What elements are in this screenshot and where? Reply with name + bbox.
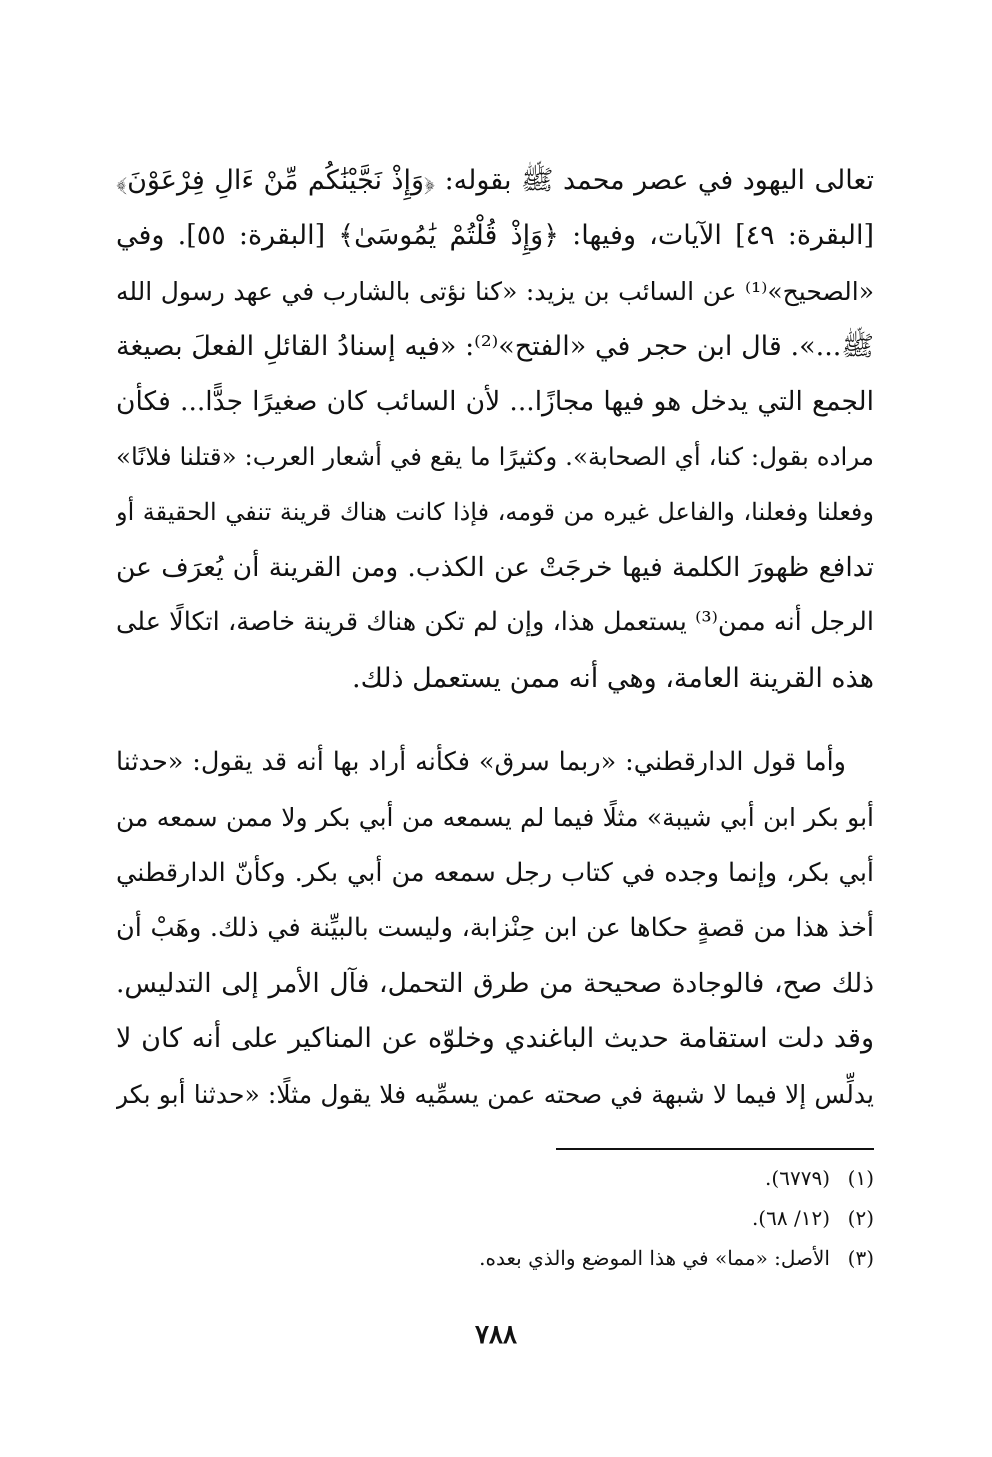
footnote-1	[116, 1158, 874, 1198]
text-line: تعالى اليهود في عصر محمد ﷺ بقوله: ﴿وَإِذْ نَجَّيْنَٰكُم مِّنْ ءَالِ فِرْعَوْنَ﴾	[116, 165, 874, 196]
page-number: ٧٨٨	[475, 1320, 517, 1350]
body-paragraph-1	[116, 153, 874, 706]
text-line: «الصحيح»⁽¹⁾ عن السائب بن يزيد: «كنا نؤتى بالشارب في عهد رسول الله	[116, 276, 874, 306]
text-line: الجمع التي يدخل هو فيها مجازًا... لأن السائب كان صغيرًا جدًّا... فكأن	[116, 386, 874, 418]
footnote-2	[116, 1198, 874, 1238]
text-line: تدافع ظهورَ الكلمة فيها خرجَتْ عن الكذب. ومن القرينة أن يُعرَف عن	[116, 552, 874, 584]
text-line: هذه القرينة العامة، وهي أنه ممن يستعمل ذلك.	[351, 662, 874, 694]
text-line: [البقرة: ٤٩] الآيات، وفيها: ﴿وَإِذْ قُلْتُمْ يَٰمُوسَىٰ﴾ [البقرة: ٥٥]. وفي	[116, 220, 874, 252]
footnote-text: الأصل: «مما» في هذا الموضع والذي بعده.	[479, 1246, 830, 1270]
text-line: أبي بكر، وإنما وجده في كتاب رجل سمعه من أبي بكر. وكأنّ الدارقطني	[116, 857, 874, 888]
footnote-3	[116, 1238, 874, 1278]
text-line: الرجل أنه ممن⁽³⁾ يستعمل هذا، وإن لم تكن هناك قرينة خاصة، اتكالًا على	[116, 607, 874, 638]
body-paragraph-2	[116, 735, 874, 1122]
text-line: ذلك صح، فالوجادة صحيحة من طرق التحمل، فآل الأمر إلى التدليس.	[116, 968, 874, 1000]
text-line: أخذ هذا من قصةٍ حكاها عن ابن حِنْزابة، وليست بالبيِّنة في ذلك. وهَبْ أن	[116, 912, 874, 943]
text-line: مراده بقول: كنا، أي الصحابة». وكثيرًا ما يقع في أشعار العرب: «قتلنا فلانًا»	[116, 442, 874, 472]
text-line: ﷺ...». قال ابن حجر في «الفتح»⁽²⁾: «فيه إسنادُ القائلِ الفعلَ بصيغة	[116, 330, 874, 362]
text-line: وفعلنا وفعلنا، والفاعل غيره من قومه، فإذا كانت هناك قرينة تنفي الحقيقة أو	[116, 497, 874, 526]
text-line: يدلِّس إلا فيما لا شبهة في صحته عمن يسمِّيه فلا يقول مثلًا: «حدثنا أبو بكر	[116, 1079, 874, 1109]
footnote-text: (٦٧٧٩).	[765, 1166, 830, 1190]
footnote-text: (١٢/ ٦٨).	[751, 1206, 830, 1230]
footnote-divider	[556, 1148, 874, 1150]
footnotes-section	[116, 1158, 874, 1278]
footnote-number: (٣)	[847, 1246, 874, 1270]
text-line: أبو بكر ابن أبي شيبة» مثلًا فيما لم يسمعه من أبي بكر ولا ممن سمعه من	[116, 803, 874, 833]
text-line: وقد دلت استقامة حديث الباغندي وخلوّه عن المناكير على أنه كان لا	[116, 1023, 874, 1055]
footnote-number: (٢)	[847, 1206, 874, 1230]
text-line: وأما قول الدارقطني: «ربما سرق» فكأنه أراد بها أنه قد يقول: «حدثنا	[116, 747, 846, 777]
footnote-number: (١)	[847, 1166, 874, 1190]
